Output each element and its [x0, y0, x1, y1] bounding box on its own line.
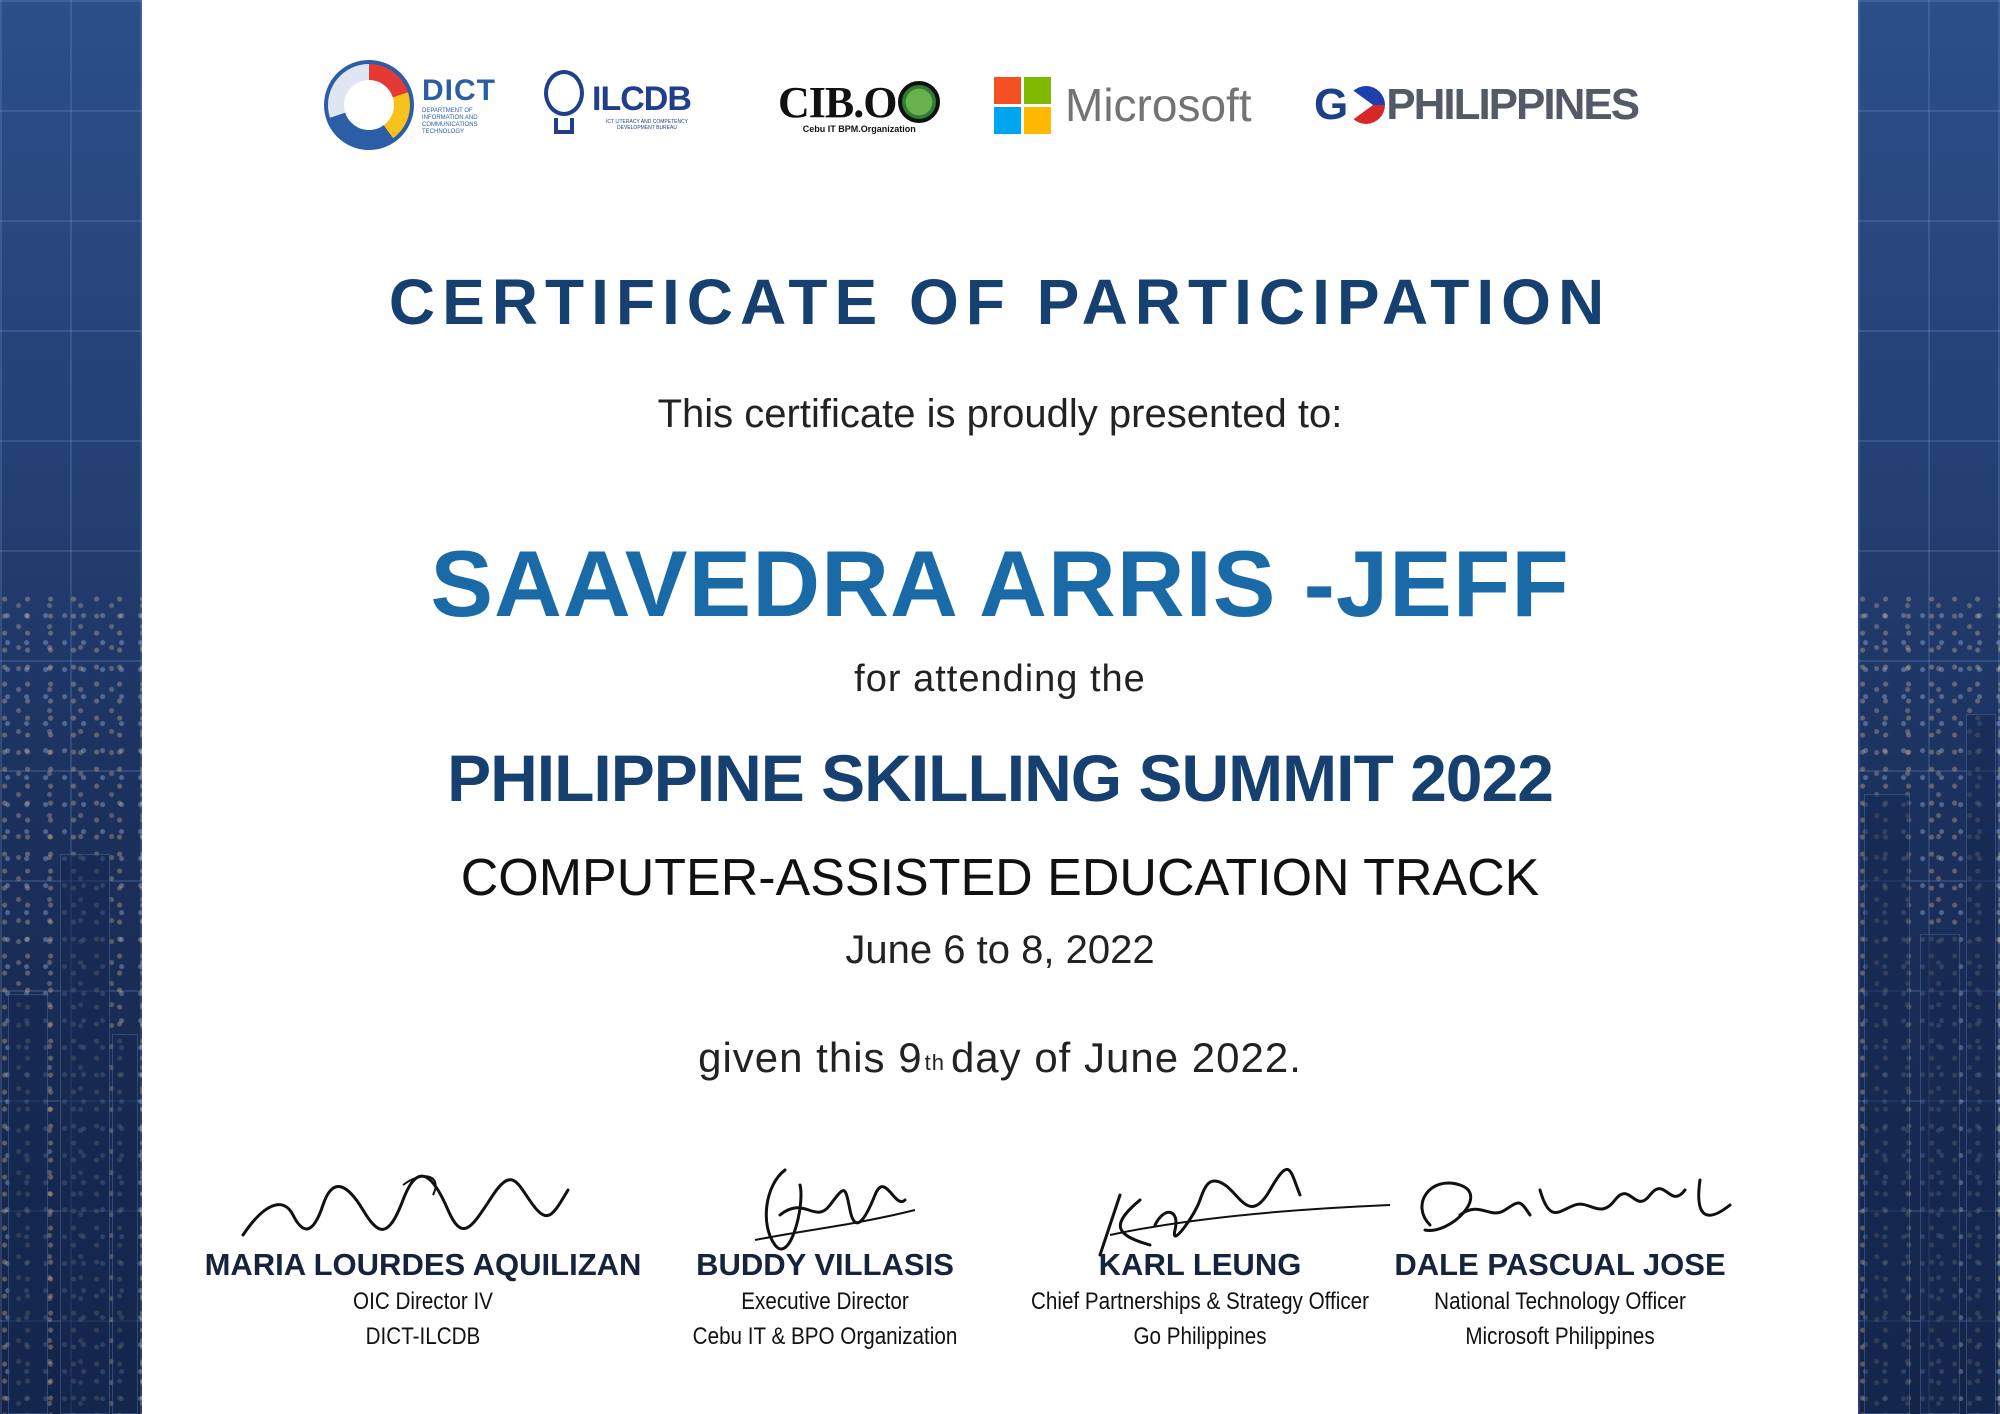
cibo-logo-title: CIB.O: [778, 77, 897, 127]
globe-icon: [898, 81, 940, 123]
signatory-4-org: Microsoft Philippines: [1465, 1323, 1655, 1350]
dict-logo: [324, 60, 510, 150]
gophilippines-logo: [1314, 60, 1638, 150]
event-title: PHILIPPINE SKILLING SUMMIT 2022: [447, 741, 1553, 815]
presented-line: This certificate is proudly presented to:: [657, 392, 1343, 436]
signatory-2-org: Cebu IT & BPO Organization: [692, 1323, 958, 1350]
cibo-logo-subtitle: Cebu IT BPM.Organization: [802, 123, 916, 134]
signatory-3-org: Go Philippines: [1133, 1323, 1267, 1350]
signatory-2-name: BUDDY VILLASIS: [696, 1247, 954, 1282]
signatory-2-title: Executive Director: [741, 1288, 909, 1315]
dict-logo-subtitle: DEPARTMENT OF INFORMATION AND COMMUNICATIONS TECHNOLOGY: [422, 108, 478, 135]
attending-line: for attending the: [854, 658, 1146, 700]
dict-logo-title: DICT: [422, 74, 496, 107]
given-prefix: given this 9: [698, 1034, 923, 1081]
microsoft-squares-icon: [994, 77, 1051, 134]
lightbulb-gear-icon: [542, 70, 586, 140]
gophilippines-logo-title: PHILIPPINES: [1386, 80, 1639, 129]
signatory-1-title: OIC Director IV: [353, 1288, 493, 1315]
given-suffix: day of June 2022.: [950, 1034, 1302, 1081]
event-dates: June 6 to 8, 2022: [845, 928, 1155, 972]
certificate-title: CERTIFICATE OF PARTICIPATION: [388, 266, 1612, 338]
signatory-4-name: DALE PASCUAL JOSE: [1394, 1247, 1726, 1282]
microsoft-logo: [994, 60, 1252, 150]
background-right-panel: [1858, 0, 2000, 1414]
ilcdb-logo-title: ILCDB: [592, 79, 691, 118]
ilcdb-logo: [542, 60, 702, 150]
gophilippines-logo-prefix: G: [1314, 80, 1347, 129]
cibo-logo: [778, 60, 940, 150]
sponsor-logos: [142, 60, 1858, 150]
given-date-line: [142, 1034, 1858, 1082]
dict-seal-icon: [324, 60, 414, 150]
ilcdb-logo-subtitle: ICT LITERACY AND COMPETENCY DEVELOPMENT BUREAU: [605, 118, 689, 131]
background-left-panel: [0, 0, 142, 1414]
track-title: COMPUTER-ASSISTED EDUCATION TRACK: [460, 849, 1540, 907]
recipient-name: SAAVEDRA ARRIS -JEFF: [430, 531, 1570, 636]
signatory-3-title: Chief Partnerships & Strategy Officer: [1030, 1288, 1370, 1315]
certificate-paper: [142, 0, 1858, 1414]
philippine-flag-icon: [1347, 86, 1385, 124]
signature-image-4: [1310, 1165, 1810, 1255]
signatory-4-title: National Technology Officer: [1434, 1288, 1686, 1315]
signatory-1-org: DICT-ILCDB: [365, 1323, 481, 1350]
signatory-1-name: MARIA LOURDES AQUILIZAN: [204, 1247, 642, 1282]
microsoft-logo-title: Microsoft: [1065, 79, 1252, 131]
signatory-4: [1310, 1165, 1810, 1353]
signatory-3-name: KARL LEUNG: [1098, 1247, 1302, 1282]
given-ordinal: th: [924, 1050, 945, 1075]
